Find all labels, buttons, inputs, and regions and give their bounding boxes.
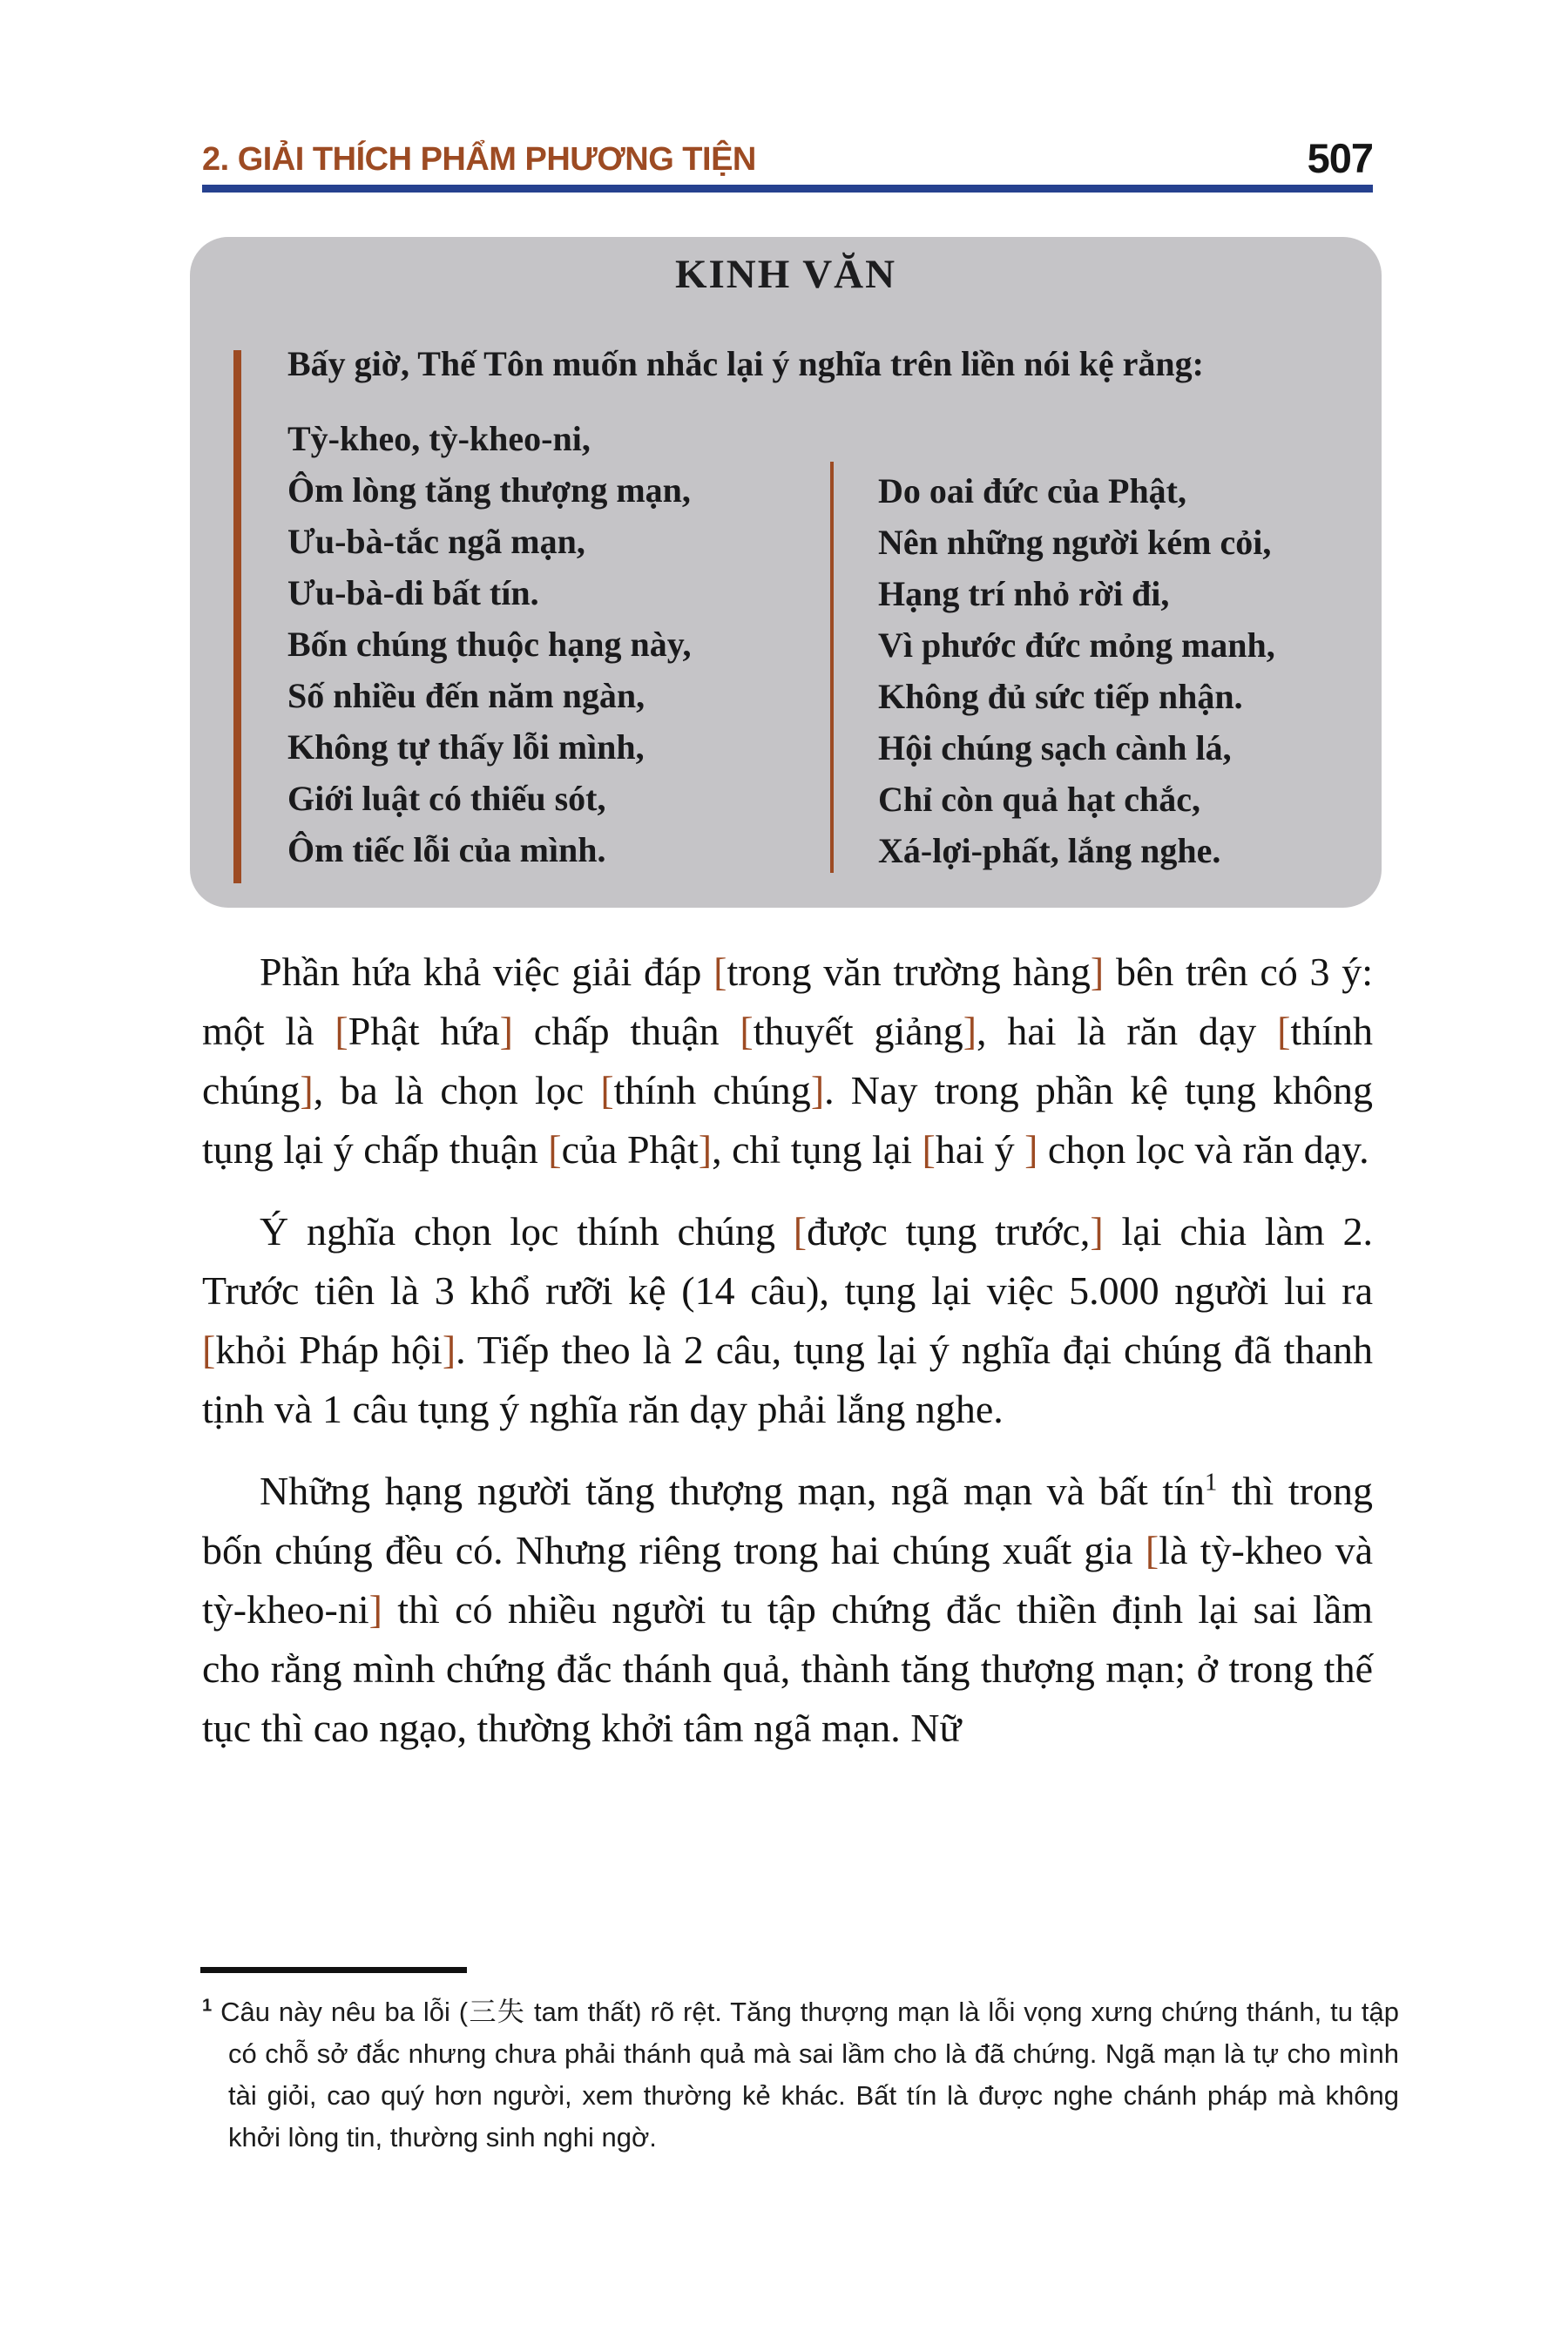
editorial-bracket: [ — [922, 1127, 936, 1172]
verse-column-divider — [830, 462, 834, 873]
verse-column-right — [878, 465, 1366, 876]
page-number: 507 — [1307, 135, 1373, 181]
scripture-box — [190, 237, 1382, 908]
footnote-rule — [200, 1967, 467, 1973]
text-segment: thì trong bốn chúng đều có. Nhưng riêng trong hai chúng xuất gia — [202, 1469, 1374, 1572]
text-segment: chọn lọc và răn dạy. — [1037, 1127, 1369, 1172]
verse-line: Hạng trí nhỏ rời đi, — [878, 574, 1170, 613]
text-segment: trong văn trường hàng — [727, 950, 1091, 994]
text-segment: , hai là răn dạy — [977, 1009, 1278, 1053]
verse-quote-bar — [233, 350, 241, 883]
verse-line: Số nhiều đến năm ngàn, — [287, 676, 645, 715]
verse-line: Ôm tiếc lỗi của mình. — [287, 830, 606, 869]
editorial-bracket: ] — [368, 1587, 382, 1632]
text-segment: thính chúng — [613, 1068, 811, 1112]
running-head-title: 2. GIẢI THÍCH PHẨM PHƯƠNG TIỆN — [202, 141, 756, 178]
verse-line: Giới luật có thiếu sót, — [287, 779, 606, 818]
footnote-marker: 1 — [1204, 1469, 1218, 1497]
verse-line: Chỉ còn quả hạt chắc, — [878, 780, 1201, 819]
verse-line: Xá-lợi-phất, lắng nghe. — [878, 831, 1221, 870]
header-rule — [202, 185, 1373, 193]
editorial-bracket: ] — [1024, 1127, 1038, 1172]
verse-line: Bốn chúng thuộc hạng này, — [287, 625, 692, 664]
verse-column-left — [287, 413, 819, 875]
editorial-bracket: [ — [1277, 1009, 1291, 1053]
verse-line: Không đủ sức tiếp nhận. — [878, 677, 1243, 716]
editorial-bracket: [ — [202, 1328, 216, 1372]
editorial-bracket: ] — [963, 1009, 977, 1053]
editorial-bracket: ] — [1090, 950, 1105, 994]
text-segment: , ba là chọn lọc — [313, 1068, 601, 1112]
text-segment: của Phật — [561, 1127, 699, 1172]
body-paragraph — [202, 1462, 1373, 1758]
editorial-bracket: [ — [740, 1009, 754, 1053]
editorial-bracket: ] — [1090, 1209, 1104, 1254]
text-segment: . Nay trong phần kệ tụng không tụng lại ý chấp thuận — [202, 1068, 1373, 1172]
editorial-bracket: [ — [713, 950, 727, 994]
verse-line: Do oai đức của Phật, — [878, 471, 1187, 510]
text-segment: Những hạng người tăng thượng mạn, ngã mạn và bất tín — [260, 1469, 1205, 1513]
verse-line: Tỳ-kheo, tỳ-kheo-ni, — [287, 419, 591, 458]
text-segment: Ý nghĩa chọn lọc thính chúng — [260, 1209, 794, 1254]
text-segment: bên trên có 3 ý: một là — [202, 950, 1373, 1053]
verse-line: Không tự thấy lỗi mình, — [287, 727, 645, 767]
editorial-bracket: ] — [810, 1068, 825, 1112]
page-header — [202, 135, 1373, 181]
text-segment: khỏi Pháp hội — [215, 1328, 443, 1372]
body-paragraph — [202, 943, 1373, 1179]
text-segment: thính chúng — [202, 1009, 1373, 1112]
body-paragraph — [202, 1202, 1373, 1439]
editorial-bracket: ] — [442, 1328, 456, 1372]
text-segment: , chỉ tụng lại — [712, 1127, 923, 1172]
verse-line: Nên những người kém cỏi, — [878, 523, 1272, 562]
verse-line: Ưu-bà-tắc ngã mạn, — [287, 522, 585, 561]
editorial-bracket: ] — [698, 1127, 713, 1172]
verse-line: Vì phước đức mỏng manh, — [878, 625, 1275, 665]
text-segment: thì có nhiều người tu tập chứng đắc thiền định lại sai lầm cho rằng mình chứng đắc thánh quả, thành tăng thượng mạn; ở trong thế tục thì cao ngạo, thường khởi tâm ngã mạn. Nữ — [202, 1587, 1373, 1750]
text-segment: Phật hứa — [348, 1009, 500, 1053]
commentary-body — [202, 943, 1373, 1781]
verse-line: Hội chúng sạch cành lá, — [878, 728, 1232, 767]
text-segment: . Tiếp theo là 2 câu, tụng lại ý nghĩa đại chúng đã thanh tịnh và 1 câu tụng ý nghĩa răn dạy phải lắng nghe. — [202, 1328, 1373, 1431]
editorial-bracket: ] — [499, 1009, 513, 1053]
text-segment: lại chia làm 2. Trước tiên là 3 khổ rưỡi kệ (14 câu), tụng lại việc 5.000 người lui ra — [202, 1209, 1373, 1313]
scripture-box-title: KINH VĂN — [674, 252, 897, 297]
editorial-bracket: [ — [793, 1209, 808, 1254]
verse-line: Ưu-bà-di bất tín. — [287, 573, 539, 612]
text-segment: thuyết giảng — [753, 1009, 963, 1053]
text-segment: được tụng trước, — [807, 1209, 1091, 1254]
verse-intro-line: Bấy giờ, Thế Tôn muốn nhắc lại ý nghĩa trên liền nói kệ rằng: — [287, 344, 1204, 383]
text-segment: Phần hứa khả việc giải đáp — [260, 950, 714, 994]
text-segment: chấp thuận — [512, 1009, 740, 1053]
text-segment: là tỳ-kheo và tỳ-kheo-ni — [202, 1528, 1373, 1632]
footnote — [202, 1991, 1399, 2159]
verse-line: Ôm lòng tăng thượng mạn, — [287, 470, 691, 510]
editorial-bracket: [ — [1145, 1528, 1159, 1572]
text-segment: Câu này nêu ba lỗi (三失 tam thất) rõ rệt. Tăng thượng mạn là lỗi vọng xưng chứng thánh, tu tập có chỗ sở đắc nhưng chưa phải thánh quả mà sai lầm cho là đã chứng. Ngã mạn là tự cho mình tài giỏi, cao quý hơn người, xem thường kẻ khác. Bất tín là được nghe chánh pháp mà không khởi lòng tin, thường sinh nghi ngờ. — [212, 1997, 1399, 2153]
editorial-bracket: ] — [300, 1068, 314, 1112]
text-segment: hai ý — [935, 1127, 1025, 1172]
editorial-bracket: [ — [600, 1068, 614, 1112]
editorial-bracket: [ — [335, 1009, 348, 1053]
editorial-bracket: [ — [548, 1127, 562, 1172]
footnote-marker: 1 — [202, 1996, 213, 2016]
